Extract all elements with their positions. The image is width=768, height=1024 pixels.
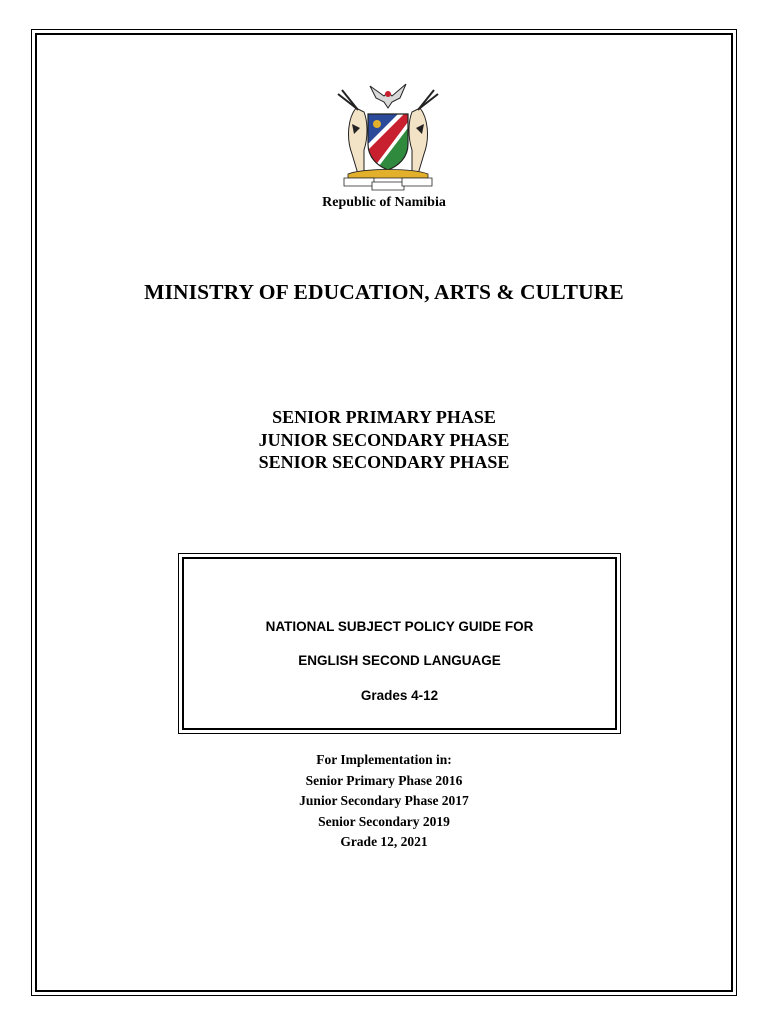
subject-name: ENGLISH SECOND LANGUAGE [298,653,501,668]
phase-item: JUNIOR SECONDARY PHASE [258,429,510,450]
phase-list [0,406,768,474]
grade-range: Grades 4-12 [360,688,439,703]
coat-of-arms-icon [334,78,442,192]
country-name: Republic of Namibia [322,195,446,210]
phase-item: SENIOR PRIMARY PHASE [272,407,496,427]
guide-box [182,557,617,730]
implementation-heading: For Implementation in: [316,752,452,767]
guide-title: NATIONAL SUBJECT POLICY GUIDE FOR [265,619,534,634]
implementation-line: Grade 12, 2021 [340,834,428,849]
implementation-line: Senior Secondary 2019 [318,813,450,829]
implementation-block [0,750,768,853]
ministry-title: MINISTRY OF EDUCATION, ARTS & CULTURE [144,280,624,304]
implementation-line: Senior Primary Phase 2016 [305,772,463,788]
implementation-line: Junior Secondary Phase 2017 [299,793,469,808]
phase-item: SENIOR SECONDARY PHASE [258,452,510,472]
